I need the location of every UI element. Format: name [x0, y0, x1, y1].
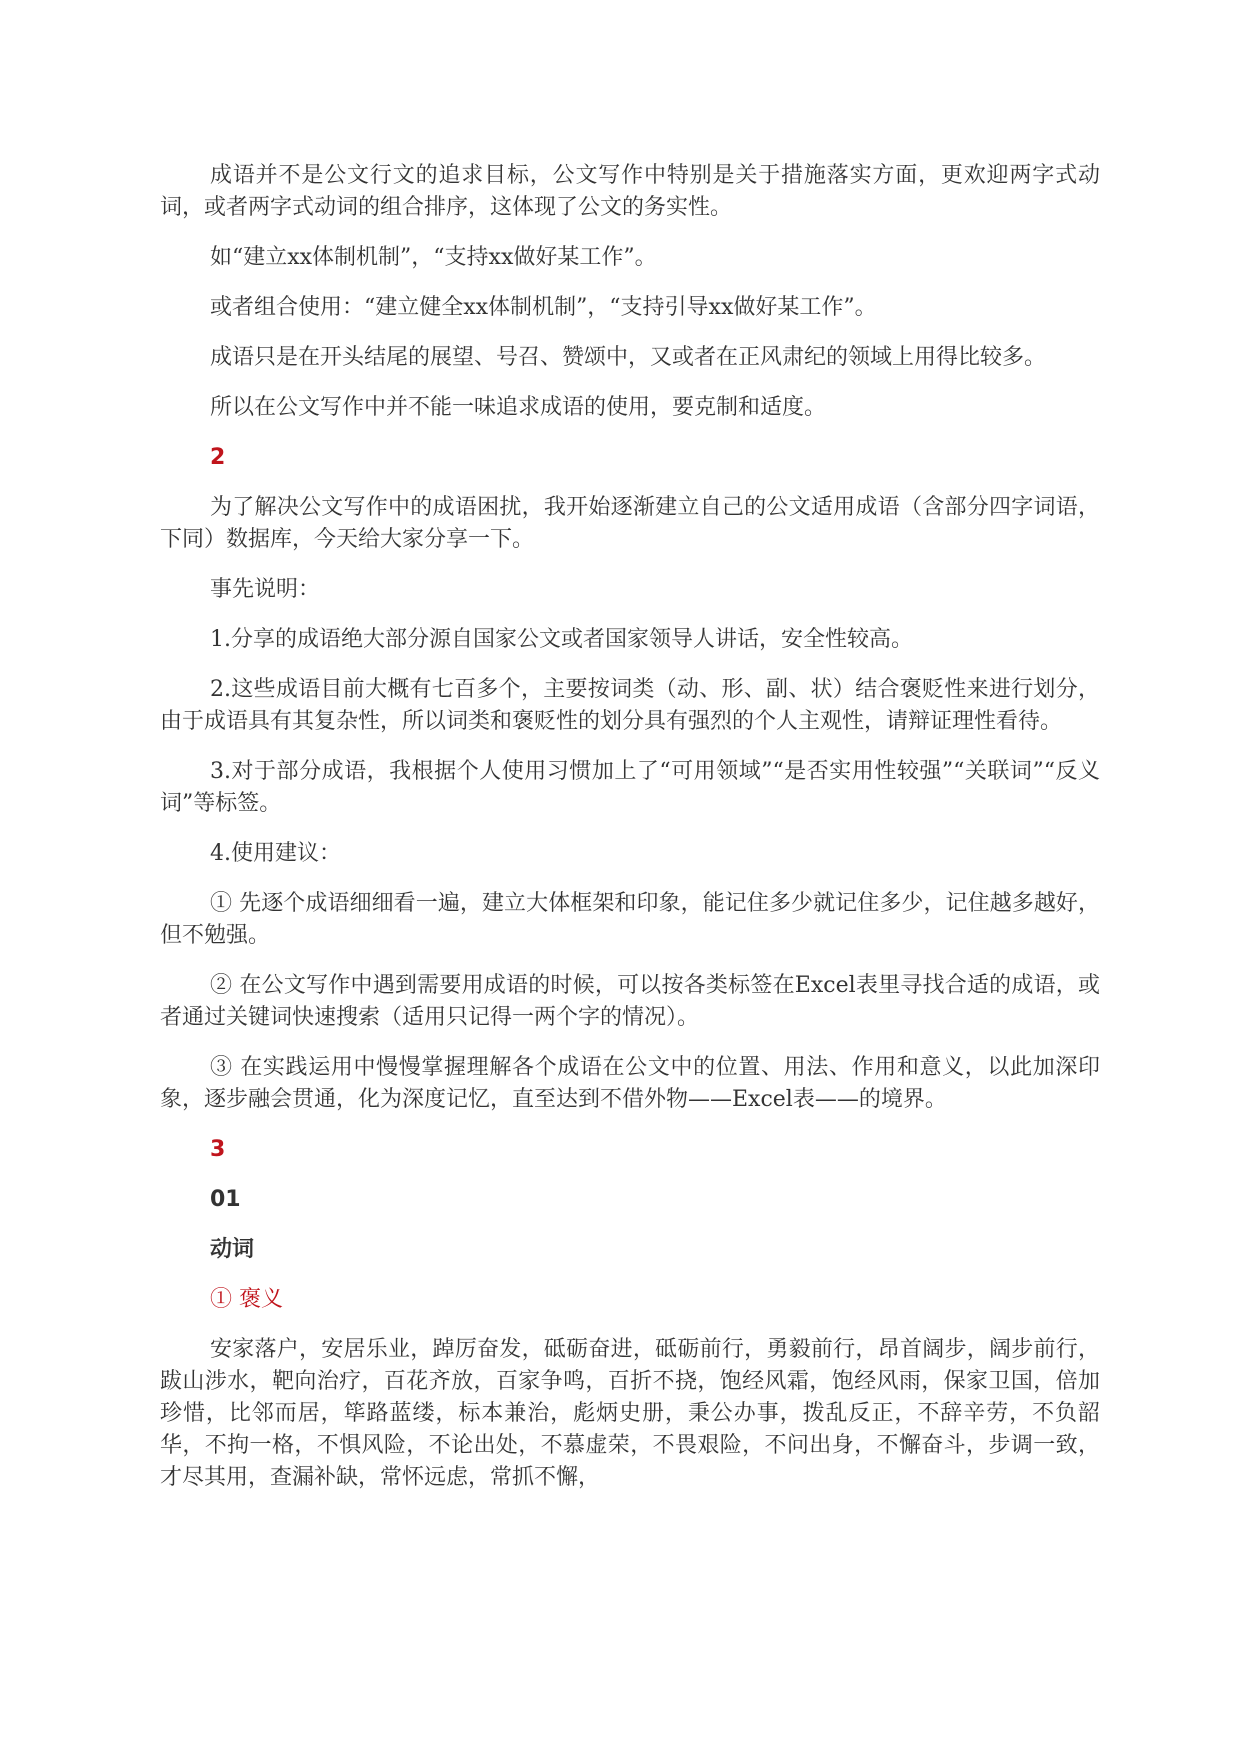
paragraph: 为了解决公文写作中的成语困扰，我开始逐渐建立自己的公文适用成语（含部分四字词语，下同）数据库，今天给大家分享一下。	[160, 495, 1100, 552]
idiom-list: 安家落户，安居乐业，踔厉奋发，砥砺奋进，砥砺前行，勇毅前行，昂首阔步，阔步前行，跋山涉水，靶向治疗，百花齐放，百家争鸣，百折不挠，饱经风霜，饱经风雨，保家卫国，倍加珍惜，比邻而居，筚路蓝缕，标本兼治，彪炳史册，秉公办事，拨乱反正，不辞辛劳，不负韶华，不拘一格，不惧风险，不论出处，不慕虚荣，不畏艰险，不问出身，不懈奋斗，步调一致，才尽其用，查漏补缺，常怀远虑，常抓不懈，	[160, 1337, 1100, 1490]
subsection-number: 01	[210, 1187, 241, 1212]
paragraph: 如“建立xx体制机制”，“支持xx做好某工作”。	[210, 245, 657, 270]
paragraph: ③ 在实践运用中慢慢掌握理解各个成语在公文中的位置、用法、作用和意义，以此加深印象，逐步融会贯通，化为深度记忆，直至达到不借外物——Excel表——的境界。	[160, 1055, 1100, 1112]
subsection-title: 动词	[210, 1237, 255, 1262]
paragraph: 4.使用建议：	[210, 841, 341, 866]
category-label: ① 褒义	[210, 1287, 283, 1312]
section-number: 3	[210, 1137, 226, 1162]
paragraph: 所以在公文写作中并不能一味追求成语的使用，要克制和适度。	[210, 395, 827, 420]
document-page	[160, 160, 1100, 1512]
paragraph: 3.对于部分成语，我根据个人使用习惯加上了“可用领域”“是否实用性较强”“关联词”“反义词”等标签。	[160, 759, 1100, 816]
paragraph: ② 在公文写作中遇到需要用成语的时候，可以按各类标签在Excel表里寻找合适的成语，或者通过关键词快速搜索（适用只记得一两个字的情况）。	[160, 973, 1100, 1030]
paragraph: 或者组合使用：“建立健全xx体制机制”，“支持引导xx做好某工作”。	[210, 295, 877, 320]
paragraph: 成语只是在开头结尾的展望、号召、赞颂中，又或者在正风肃纪的领域上用得比较多。	[210, 345, 1047, 370]
paragraph: 2.这些成语目前大概有七百多个，主要按词类（动、形、副、状）结合褒贬性来进行划分，由于成语具有其复杂性，所以词类和褒贬性的划分具有强烈的个人主观性，请辩证理性看待。	[160, 677, 1100, 734]
paragraph: ① 先逐个成语细细看一遍，建立大体框架和印象，能记住多少就记住多少，记住越多越好，但不勉强。	[160, 891, 1100, 948]
paragraph: 成语并不是公文行文的追求目标，公文写作中特别是关于措施落实方面，更欢迎两字式动词，或者两字式动词的组合排序，这体现了公文的务实性。	[160, 163, 1100, 220]
section-number: 2	[210, 445, 226, 470]
paragraph: 事先说明：	[210, 577, 321, 602]
paragraph: 1.分享的成语绝大部分源自国家公文或者国家领导人讲话，安全性较高。	[210, 627, 913, 652]
